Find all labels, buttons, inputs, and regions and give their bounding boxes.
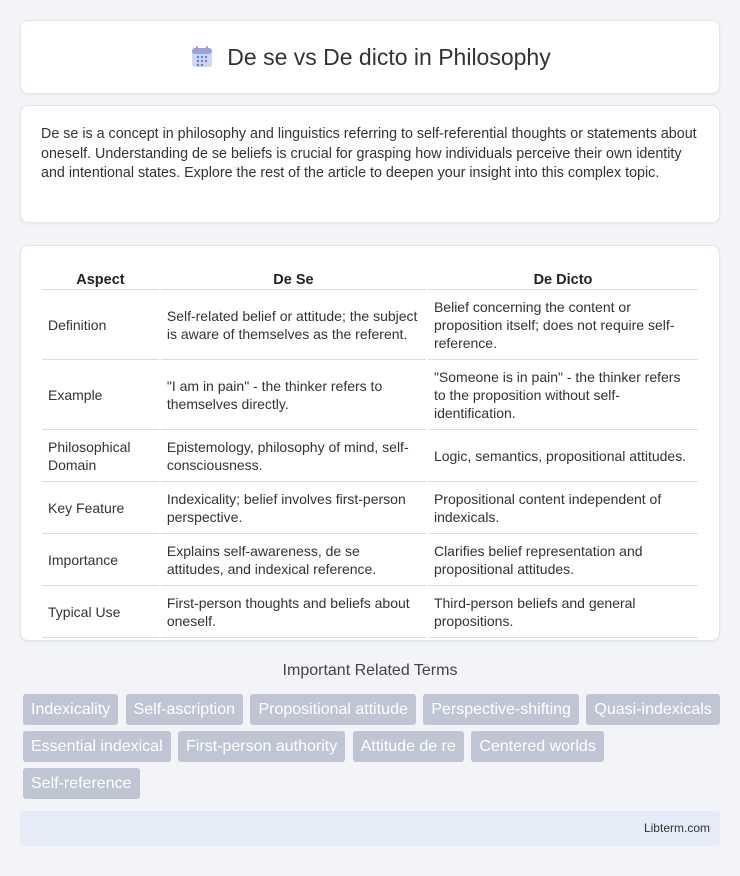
related-term-tag[interactable]: Essential indexical [23,731,171,762]
related-term-tag[interactable]: Propositional attitude [250,694,415,725]
de-se-cell: Explains self-awareness, de se attitudes, and indexical reference. [161,534,426,586]
de-se-cell: "I am in pain" - the thinker refers to themselves directly. [161,360,426,430]
column-header-de-se: De Se [161,266,426,290]
table-row [42,430,698,482]
aspect-cell: Philosophical Domain [42,430,159,482]
de-dicto-cell: Clarifies belief representation and propositional attitudes. [428,534,698,586]
table-row [42,482,698,534]
related-term-tag[interactable]: First-person authority [178,731,345,762]
de-dicto-cell: Belief concerning the content or proposition itself; does not require self-reference. [428,290,698,360]
de-dicto-cell: Logic, semantics, propositional attitudes. [428,430,698,482]
aspect-cell: Key Feature [42,482,159,534]
de-se-cell: Self-related belief or attitude; the subject is aware of themselves as the referent. [161,290,426,360]
related-term-tag[interactable]: Self-reference [23,768,140,799]
intro-card [20,105,720,223]
related-term-tag[interactable]: Centered worlds [471,731,604,762]
related-terms-list [23,694,723,805]
related-term-tag[interactable]: Indexicality [23,694,118,725]
footer [20,811,720,846]
aspect-cell: Definition [42,290,159,360]
table-row [42,360,698,430]
aspect-cell: Typical Use [42,586,159,638]
table-row [42,586,698,638]
table-row [42,290,698,360]
column-header-aspect: Aspect [42,266,159,290]
de-dicto-cell: "Someone is in pain" - the thinker refers to the proposition without self-identification. [428,360,698,430]
table-row [42,534,698,586]
de-dicto-cell: Third-person beliefs and general propositions. [428,586,698,638]
page-title: De se vs De dicto in Philosophy [227,43,551,70]
table-header-row [42,266,698,290]
de-se-cell: Indexicality; belief involves first-person perspective. [161,482,426,534]
calendar-icon [189,44,215,70]
related-term-tag[interactable]: Perspective-shifting [423,694,579,725]
de-se-cell: Epistemology, philosophy of mind, self-consciousness. [161,430,426,482]
aspect-cell: Importance [42,534,159,586]
de-se-cell: First-person thoughts and beliefs about oneself. [161,586,426,638]
related-term-tag[interactable]: Quasi-indexicals [586,694,719,725]
aspect-cell: Example [42,360,159,430]
comparison-table-card [20,245,720,641]
comparison-table [40,266,700,638]
related-terms-heading: Important Related Terms [282,662,458,679]
title-card [20,20,720,94]
related-term-tag[interactable]: Self-ascription [126,694,243,725]
intro-text: De se is a concept in philosophy and linguistics referring to self-referential thoughts or statements about oneself. Understanding de se beliefs is crucial for grasping how individuals perceive their own identity and intentional states. Explore the rest of the article to deepen your insight into this complex topic. [41,126,697,181]
de-dicto-cell: Propositional content independent of indexicals. [428,482,698,534]
related-term-tag[interactable]: Attitude de re [353,731,464,762]
column-header-de-dicto: De Dicto [428,266,698,290]
footer-site-link[interactable]: Libterm.com [643,821,710,835]
